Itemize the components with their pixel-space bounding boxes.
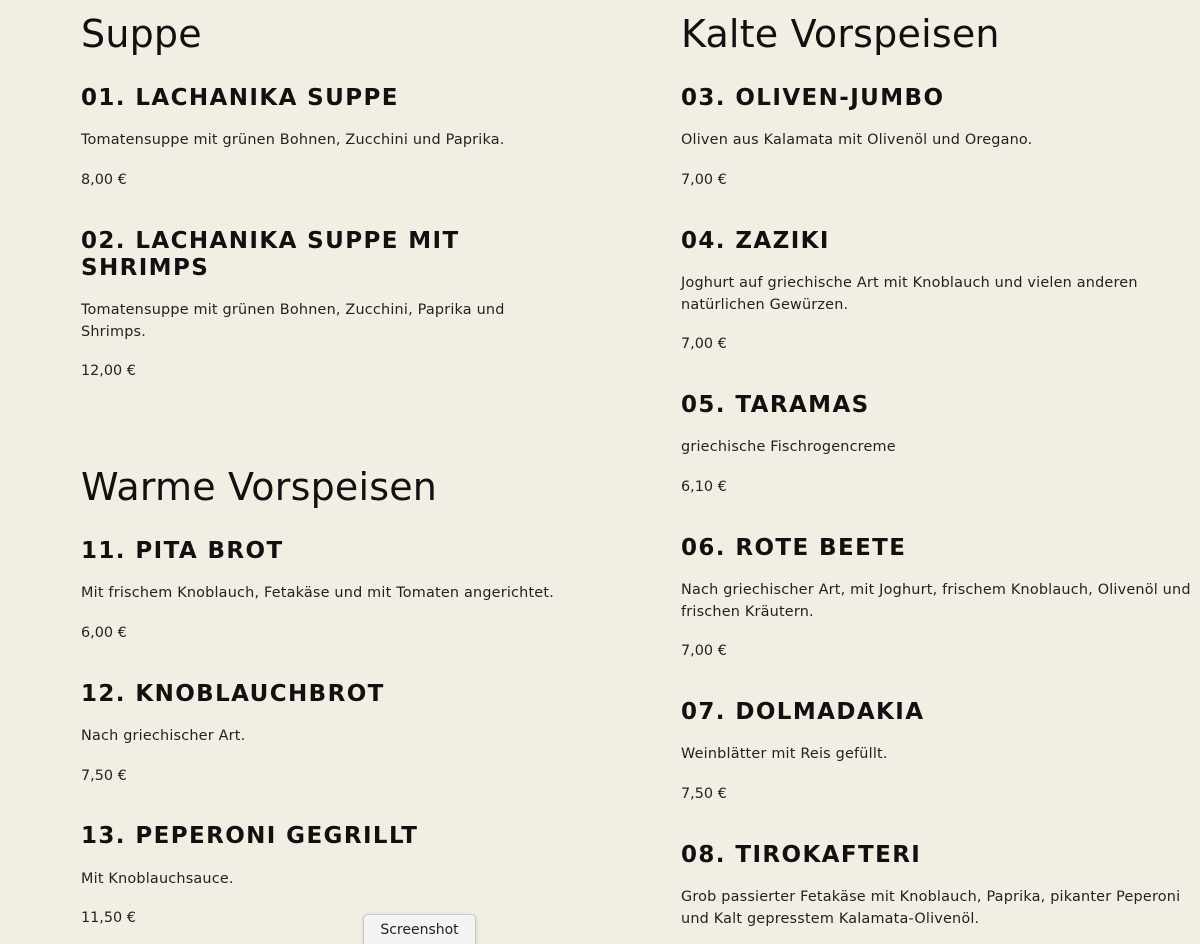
menu-item-name: 08. TIROKAFTERI (681, 842, 922, 868)
menu-item-price: 7,00 € (681, 643, 727, 659)
section-title-kalte-vorspeisen: Kalte Vorspeisen (681, 12, 1000, 56)
menu-item-description: Oliven aus Kalamata mit Olivenöl und Oregano. (681, 132, 1033, 148)
section-title-suppe: Suppe (81, 12, 202, 56)
menu-item-name: 05. TARAMAS (681, 392, 870, 418)
menu-item-price: 6,00 € (81, 625, 127, 641)
menu-item-name: 01. LACHANIKA SUPPE (81, 85, 399, 111)
screenshot-tooltip[interactable]: Screenshot (363, 914, 476, 944)
menu-item-price: 8,00 € (81, 172, 127, 188)
menu-item-price: 7,00 € (681, 172, 727, 188)
menu-item-description: Tomatensuppe mit grünen Bohnen, Zucchini und Paprika. (81, 132, 505, 148)
menu-item-description: Mit Knoblauchsauce. (81, 871, 234, 887)
menu-item-name: 04. ZAZIKI (681, 228, 830, 254)
menu-item-description: Grob passierter Fetakäse mit Knoblauch, Paprika, pikanter Peperoni und Kalt gepresstem Kalamata-Olivenöl. (681, 889, 1181, 927)
menu-item-description: Weinblätter mit Reis gefüllt. (681, 746, 888, 762)
menu-item (681, 535, 1200, 659)
menu-item-description: Nach griechischer Art. (81, 728, 246, 744)
menu-item-description: Mit frischem Knoblauch, Fetakäse und mit Tomaten angerichtet. (81, 585, 554, 601)
menu-item-name: 03. OLIVEN-JUMBO (681, 85, 945, 111)
menu-item-name: 13. PEPERONI GEGRILLT (81, 823, 419, 849)
menu-item (681, 699, 1200, 802)
menu-item-price: 11,50 € (81, 910, 136, 926)
menu-item-price: 7,00 € (681, 336, 727, 352)
menu-item (681, 228, 1200, 352)
menu-item-price: 6,10 € (681, 479, 727, 495)
menu-item-name: 06. ROTE BEETE (681, 535, 907, 561)
menu-item (81, 681, 621, 784)
menu-item (81, 538, 621, 641)
menu-item (81, 85, 621, 188)
menu-item-name: 12. KNOBLAUCHBROT (81, 681, 385, 707)
section-title-warme-vorspeisen: Warme Vorspeisen (81, 465, 438, 509)
menu-item-price: 7,50 € (81, 768, 127, 784)
menu-item (81, 823, 621, 926)
menu-item-name: 11. PITA BROT (81, 538, 284, 564)
menu-item (81, 228, 531, 379)
menu-item-description: griechische Fischrogencreme (681, 439, 896, 455)
menu-item-description: Joghurt auf griechische Art mit Knoblauch und vielen anderen natürlichen Gewürzen. (681, 275, 1138, 313)
menu-item-name: 02. LACHANIKA SUPPE MIT SHRIMPS (81, 228, 460, 281)
menu-item-name: 07. DOLMADAKIA (681, 699, 925, 725)
menu-item-description: Nach griechischer Art, mit Joghurt, frischem Knoblauch, Olivenöl und frischen Kräutern. (681, 582, 1191, 620)
menu-item (681, 392, 1200, 495)
menu-item-price: 7,50 € (681, 786, 727, 802)
menu-item-price: 12,00 € (81, 363, 136, 379)
menu-item (681, 85, 1200, 188)
menu-item (681, 842, 1200, 927)
menu-item-description: Tomatensuppe mit grünen Bohnen, Zucchini, Paprika und Shrimps. (81, 302, 505, 340)
